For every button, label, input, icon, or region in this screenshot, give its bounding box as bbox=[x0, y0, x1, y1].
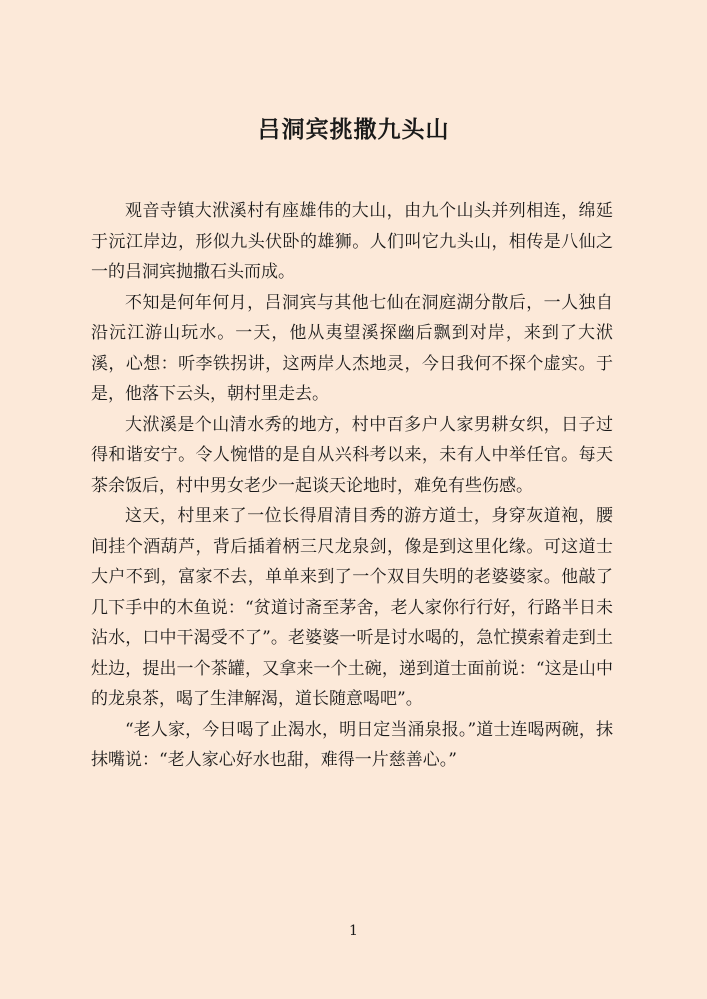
paragraph: 不知是何年何月，吕洞宾与其他七仙在洞庭湖分散后，一人独自沿沅江游山玩水。一天，他从夷望溪探幽后飘到对岸，来到了大洑溪，心想：听李铁拐讲，这两岸人杰地灵，今日我何不探个虚实。于是，他落下云头，朝村里走去。 bbox=[91, 292, 613, 404]
page-title: 吕洞宾挑撒九头山 bbox=[257, 116, 450, 143]
body-text bbox=[91, 196, 613, 776]
page-number: 1 bbox=[349, 923, 358, 939]
paragraph: 这天，村里来了一位长得眉清目秀的游方道士，身穿灰道袍，腰间挂个酒葫芦，背后插着柄三尺龙泉剑，像是到这里化缘。可这道士大户不到，富家不去，单单来到了一个双目失明的老婆婆家。他敲了几下手中的木鱼说：“贫道讨斋至茅舍，老人家你行行好，行路半日未沾水，口中干渴受不了”。老婆婆一听是讨水喝的，急忙摸索着走到土灶边，提出一个茶罐，又拿来一个土碗，递到道士面前说：“这是山中的龙泉茶，喝了生津解渴，道长随意喝吧”。 bbox=[91, 506, 613, 709]
paragraph: 观音寺镇大洑溪村有座雄伟的大山，由九个山头并列相连，绵延于沅江岸边，形似九头伏卧的雄狮。人们叫它九头山，相传是八仙之一的吕洞宾抛撒石头而成。 bbox=[91, 201, 613, 282]
paragraph: 大洑溪是个山清水秀的地方，村中百多户人家男耕女织，日子过得和谐安宁。令人惋惜的是自从兴科考以来，未有人中举任官。每天茶余饭后，村中男女老少一起谈天论地时，难免有些伤感。 bbox=[91, 414, 613, 496]
paragraph: “老人家，今日喝了止渴水，明日定当涌泉报。”道士连喝两碗，抹抹嘴说：“老人家心好水也甜，难得一片慈善心。” bbox=[91, 719, 613, 770]
